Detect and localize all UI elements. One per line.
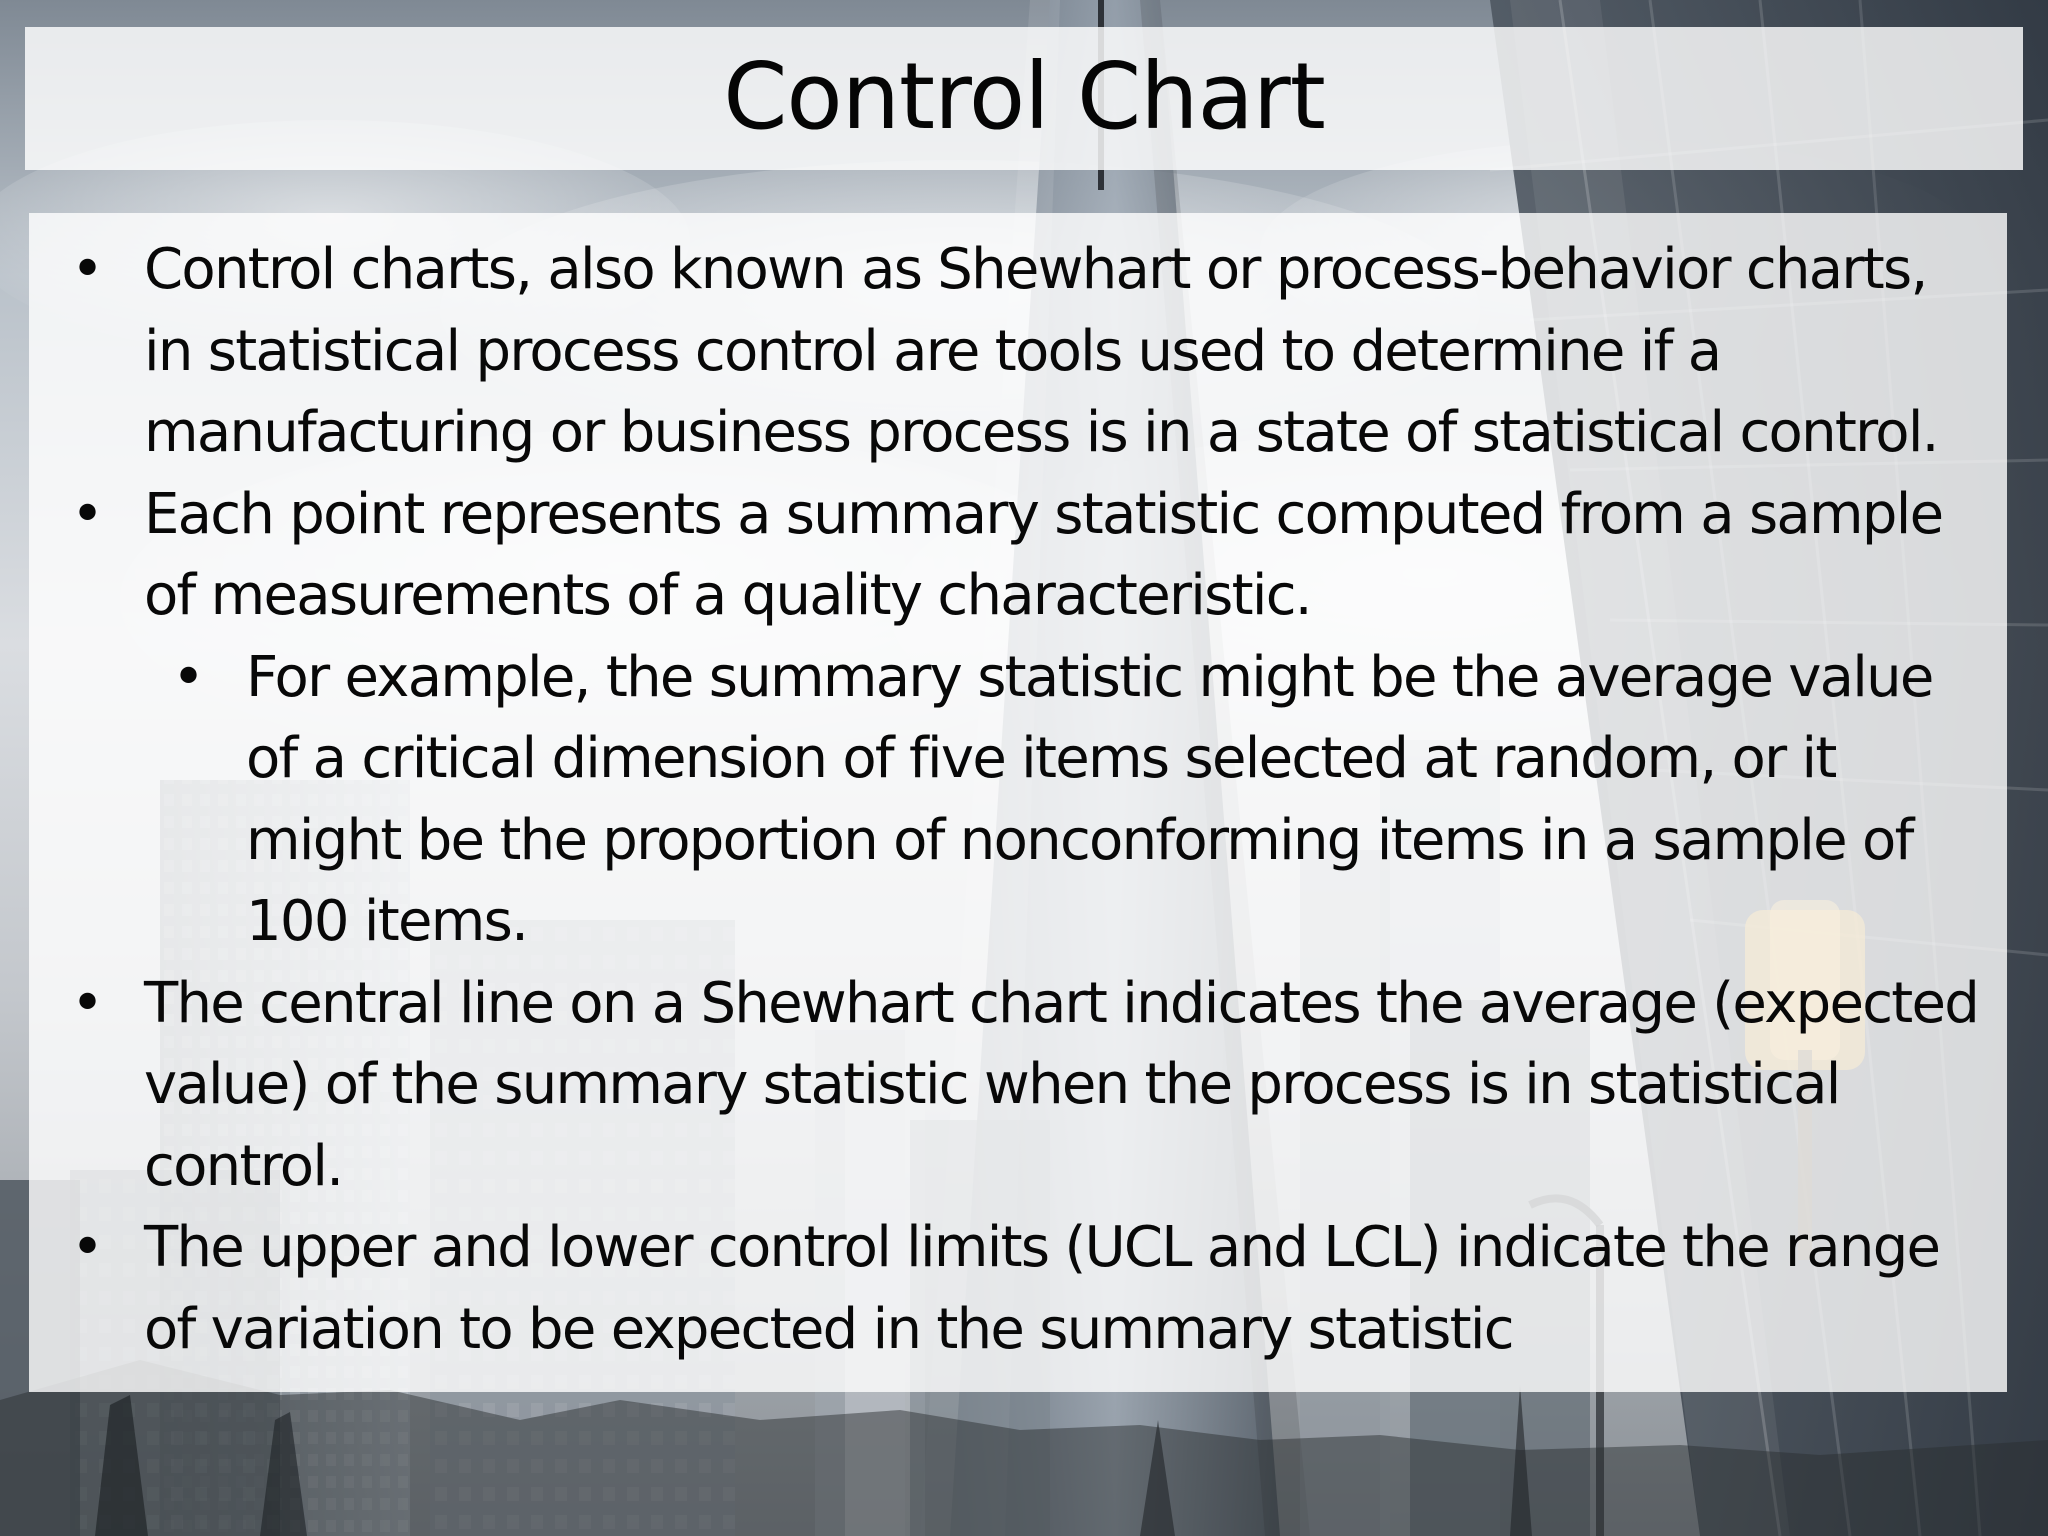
title-banner	[25, 27, 2023, 170]
sub-bullet-item-1	[53, 637, 1983, 963]
bullet-item-3	[53, 963, 1983, 1208]
bullet-text-2: Each point represents a summary statistic computed from a sample of measurements of a quality characteristic.	[144, 481, 1943, 628]
bullet-marker-5: •	[71, 1215, 103, 1280]
bullet-marker-1: •	[71, 237, 103, 302]
bullet-marker-3: •	[172, 644, 204, 710]
slide-title: Control Chart	[723, 42, 1325, 150]
bullet-text-5: The upper and lower control limits (UCL and LCL) indicate the range of variation to be expected in the summary statistic	[144, 1215, 1940, 1362]
bullet-item-4	[53, 1207, 1983, 1370]
bullet-text-1: Control charts, also known as Shewhart or process-behavior charts, in statistical process control are tools used to determine if a manufacturing or business process is in a state of statistical control.	[144, 237, 1938, 465]
bullet-text-4: The central line on a Shewhart chart indicates the average (expected value) of the summary statistic when the process is in statistical control.	[144, 970, 1979, 1199]
content-panel	[29, 213, 2007, 1392]
bullet-list	[53, 229, 1983, 1370]
bullet-item-2	[53, 474, 1983, 637]
bullet-item-1	[53, 229, 1983, 474]
bullet-marker-2: •	[71, 481, 103, 547]
bullet-text-3: For example, the summary statistic might be the average value of a critical dimension of five items selected at random, or it might be the proportion of nonconforming items in a sample of 100 items.	[246, 644, 1933, 954]
bullet-marker-4: •	[71, 970, 103, 1036]
